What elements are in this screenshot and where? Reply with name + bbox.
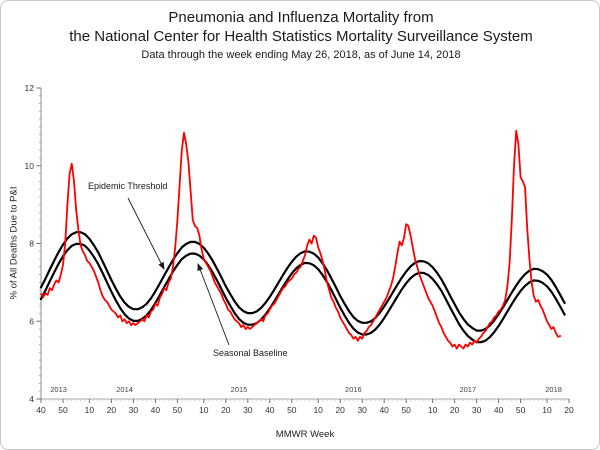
y-tick-label: 4 xyxy=(29,394,34,404)
x-tick-label: 40 xyxy=(493,405,504,415)
x-tick-label: 40 xyxy=(150,405,161,415)
pi-mortality-chart xyxy=(1,1,600,450)
epidemic-threshold-arrow xyxy=(128,198,164,269)
series-lines xyxy=(41,131,565,349)
x-tick-label: 10 xyxy=(199,405,209,415)
x-tick-label: 30 xyxy=(471,405,482,415)
x-axis-title: MMWR Week xyxy=(275,429,335,440)
x-tick-label: 50 xyxy=(401,405,411,415)
y-axis-title: % of All Deaths Due to P&I xyxy=(8,186,20,300)
x-tick-label: 30 xyxy=(128,405,139,415)
epidemic-threshold-label: Epidemic Threshold xyxy=(88,181,168,191)
x-tick-label: 20 xyxy=(106,405,117,415)
x-tick-label: 40 xyxy=(36,405,46,415)
x-tick-label: 50 xyxy=(58,405,68,415)
x-tick-label: 40 xyxy=(265,405,275,415)
axes xyxy=(25,83,574,415)
year-label: 2018 xyxy=(545,385,562,394)
seasonal-baseline-label: Seasonal Baseline xyxy=(213,348,288,358)
x-tick-label: 30 xyxy=(357,405,367,415)
year-label: 2015 xyxy=(230,385,248,394)
chart-title-line2: the National Center for Health Statistics Mortality Surveillance System xyxy=(69,28,533,45)
year-label: 2014 xyxy=(116,385,133,394)
series-observed xyxy=(41,131,560,349)
x-tick-label: 50 xyxy=(172,405,183,415)
x-tick-label: 10 xyxy=(84,405,95,415)
y-tick-label: 12 xyxy=(24,83,34,93)
x-tick-label: 10 xyxy=(313,405,323,415)
x-tick-label: 10 xyxy=(542,405,552,415)
y-tick-label: 6 xyxy=(29,316,34,327)
x-tick-label: 20 xyxy=(564,405,574,415)
x-tick-label: 10 xyxy=(427,405,438,415)
year-label: 2016 xyxy=(345,385,362,394)
chart-title-line1: Pneumonia and Influenza Mortality from xyxy=(168,9,434,26)
x-tick-label: 20 xyxy=(449,405,460,415)
year-label: 2013 xyxy=(50,385,67,394)
annotation-arrows xyxy=(128,198,229,345)
year-label: 2017 xyxy=(459,385,477,394)
chart-subtitle: Data through the week ending May 26, 2018, as of June 14, 2018 xyxy=(141,49,461,61)
x-tick-label: 20 xyxy=(221,405,231,415)
y-tick-label: 8 xyxy=(29,238,34,249)
x-tick-label: 50 xyxy=(515,405,526,415)
x-tick-label: 40 xyxy=(379,405,389,415)
y-tick-label: 10 xyxy=(24,160,34,171)
x-tick-label: 20 xyxy=(335,405,345,415)
x-tick-label: 50 xyxy=(287,405,297,415)
x-tick-label: 30 xyxy=(243,405,253,415)
